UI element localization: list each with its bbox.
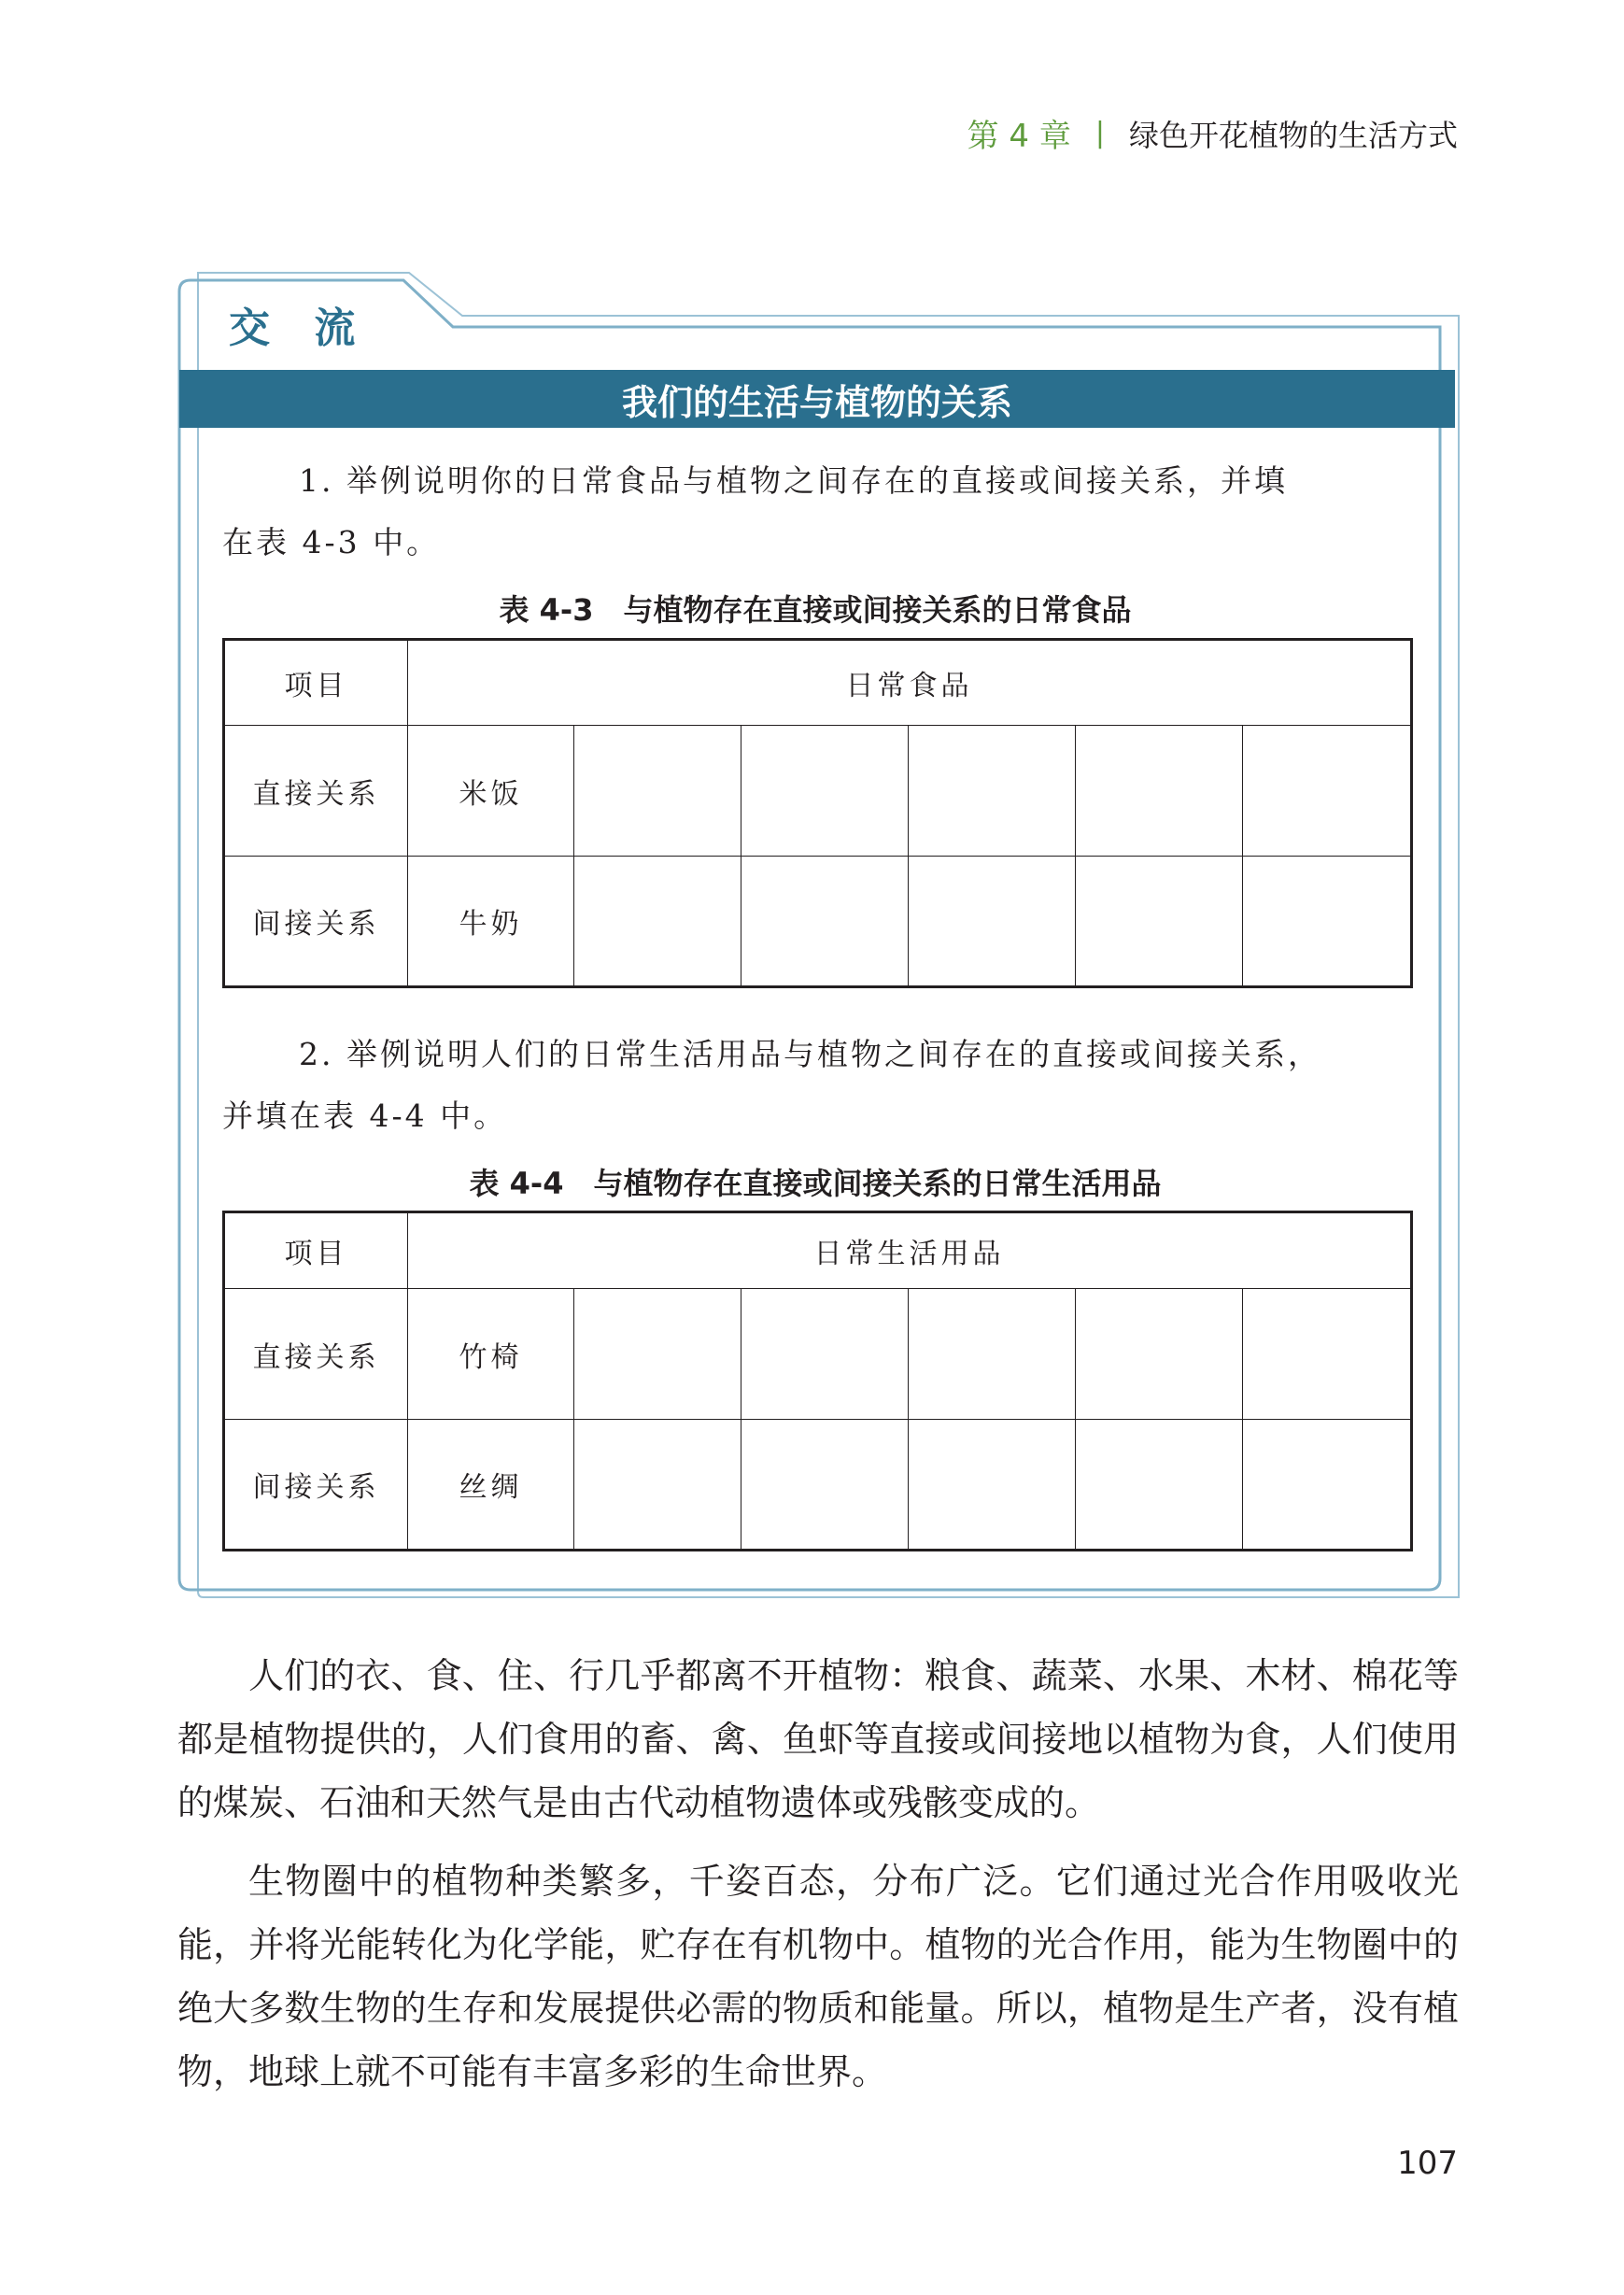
blank-answer-cell[interactable] <box>1076 1289 1243 1420</box>
blank-answer-cell[interactable] <box>1243 726 1412 857</box>
table-row <box>224 1289 1412 1420</box>
discussion-banner-title: 我们的生活与植物的关系 <box>179 370 1455 428</box>
table-header-row <box>224 640 1412 726</box>
example-cell: 米饭 <box>408 726 574 857</box>
header-item-cell: 项目 <box>224 1212 408 1289</box>
blank-answer-cell[interactable] <box>741 1420 909 1551</box>
blank-answer-cell[interactable] <box>1076 857 1243 987</box>
discussion-label: 交 流 <box>229 305 371 352</box>
table-4-3-caption: 表 4-3 与植物存在直接或间接关系的日常食品 <box>499 592 1132 628</box>
table-header-row <box>224 1212 1412 1289</box>
chapter-number: 第 4 章 <box>967 118 1071 155</box>
blank-answer-cell[interactable] <box>1076 1420 1243 1551</box>
body-paragraph-2-container <box>177 1849 1459 2104</box>
header-content-cell: 日常食品 <box>408 640 1412 726</box>
blank-answer-cell[interactable] <box>909 1420 1076 1551</box>
header-item-cell: 项目 <box>224 640 408 726</box>
row-label-cell: 间接关系 <box>224 1420 408 1551</box>
table-row <box>224 857 1412 987</box>
blank-answer-cell[interactable] <box>741 1289 909 1420</box>
blank-answer-cell[interactable] <box>1243 857 1412 987</box>
row-label-cell: 直接关系 <box>224 726 408 857</box>
question-2-line-1: 2. 举例说明人们的日常生活用品与植物之间存在的直接或间接关系， <box>299 1036 1321 1072</box>
page-number: 107 <box>1397 2145 1458 2182</box>
blank-answer-cell[interactable] <box>909 857 1076 987</box>
blank-answer-cell[interactable] <box>909 1289 1076 1420</box>
blank-answer-cell[interactable] <box>1243 1289 1412 1420</box>
question-1-line-1: 1. 举例说明你的日常食品与植物之间存在的直接或间接关系，并填 <box>299 462 1288 499</box>
example-cell: 牛奶 <box>408 857 574 987</box>
row-label-cell: 直接关系 <box>224 1289 408 1420</box>
header-separator: | <box>1094 117 1105 149</box>
blank-answer-cell[interactable] <box>574 1289 741 1420</box>
blank-answer-cell[interactable] <box>909 726 1076 857</box>
blank-answer-cell[interactable] <box>1076 726 1243 857</box>
blank-answer-cell[interactable] <box>574 726 741 857</box>
question-2 <box>222 1024 1427 1147</box>
row-label-cell: 间接关系 <box>224 857 408 987</box>
example-cell: 竹椅 <box>408 1289 574 1420</box>
blank-answer-cell[interactable] <box>574 857 741 987</box>
example-cell: 丝绸 <box>408 1420 574 1551</box>
blank-answer-cell[interactable] <box>741 726 909 857</box>
table-row <box>224 1420 1412 1551</box>
table-4-3 <box>222 638 1413 988</box>
blank-answer-cell[interactable] <box>1243 1420 1412 1551</box>
running-header <box>967 110 1458 156</box>
chapter-title: 绿色开花植物的生活方式 <box>1128 117 1458 153</box>
blank-answer-cell[interactable] <box>574 1420 741 1551</box>
body-paragraph-1: 人们的衣、食、住、行几乎都离不开植物：粮食、蔬菜、水果、木材、棉花等都是植物提供的，人们食用的畜、禽、鱼虾等直接或间接地以植物为食，人们使用的煤炭、石油和天然气是由古代动植物遗体或残骸变成的。 <box>177 1655 1459 1823</box>
question-2-line-2: 并填在表 4-4 中。 <box>222 1098 508 1134</box>
table-row <box>224 726 1412 857</box>
question-1 <box>222 450 1427 574</box>
body-paragraph-2: 生物圈中的植物种类繁多，千姿百态，分布广泛。它们通过光合作用吸收光能，并将光能转化为化学能，贮存在有机物中。植物的光合作用，能为生物圈中的绝大多数生物的生存和发展提供必需的物质和能量。所以，植物是生产者，没有植物，地球上就不可能有丰富多彩的生命世界。 <box>177 1861 1459 2092</box>
table-4-4-caption: 表 4-4 与植物存在直接或间接关系的日常生活用品 <box>469 1166 1162 1201</box>
table-4-4 <box>222 1211 1413 1551</box>
header-content-cell: 日常生活用品 <box>408 1212 1412 1289</box>
question-1-line-2: 在表 4-3 中。 <box>222 524 441 560</box>
body-paragraph-1-container <box>177 1644 1459 1835</box>
blank-answer-cell[interactable] <box>741 857 909 987</box>
